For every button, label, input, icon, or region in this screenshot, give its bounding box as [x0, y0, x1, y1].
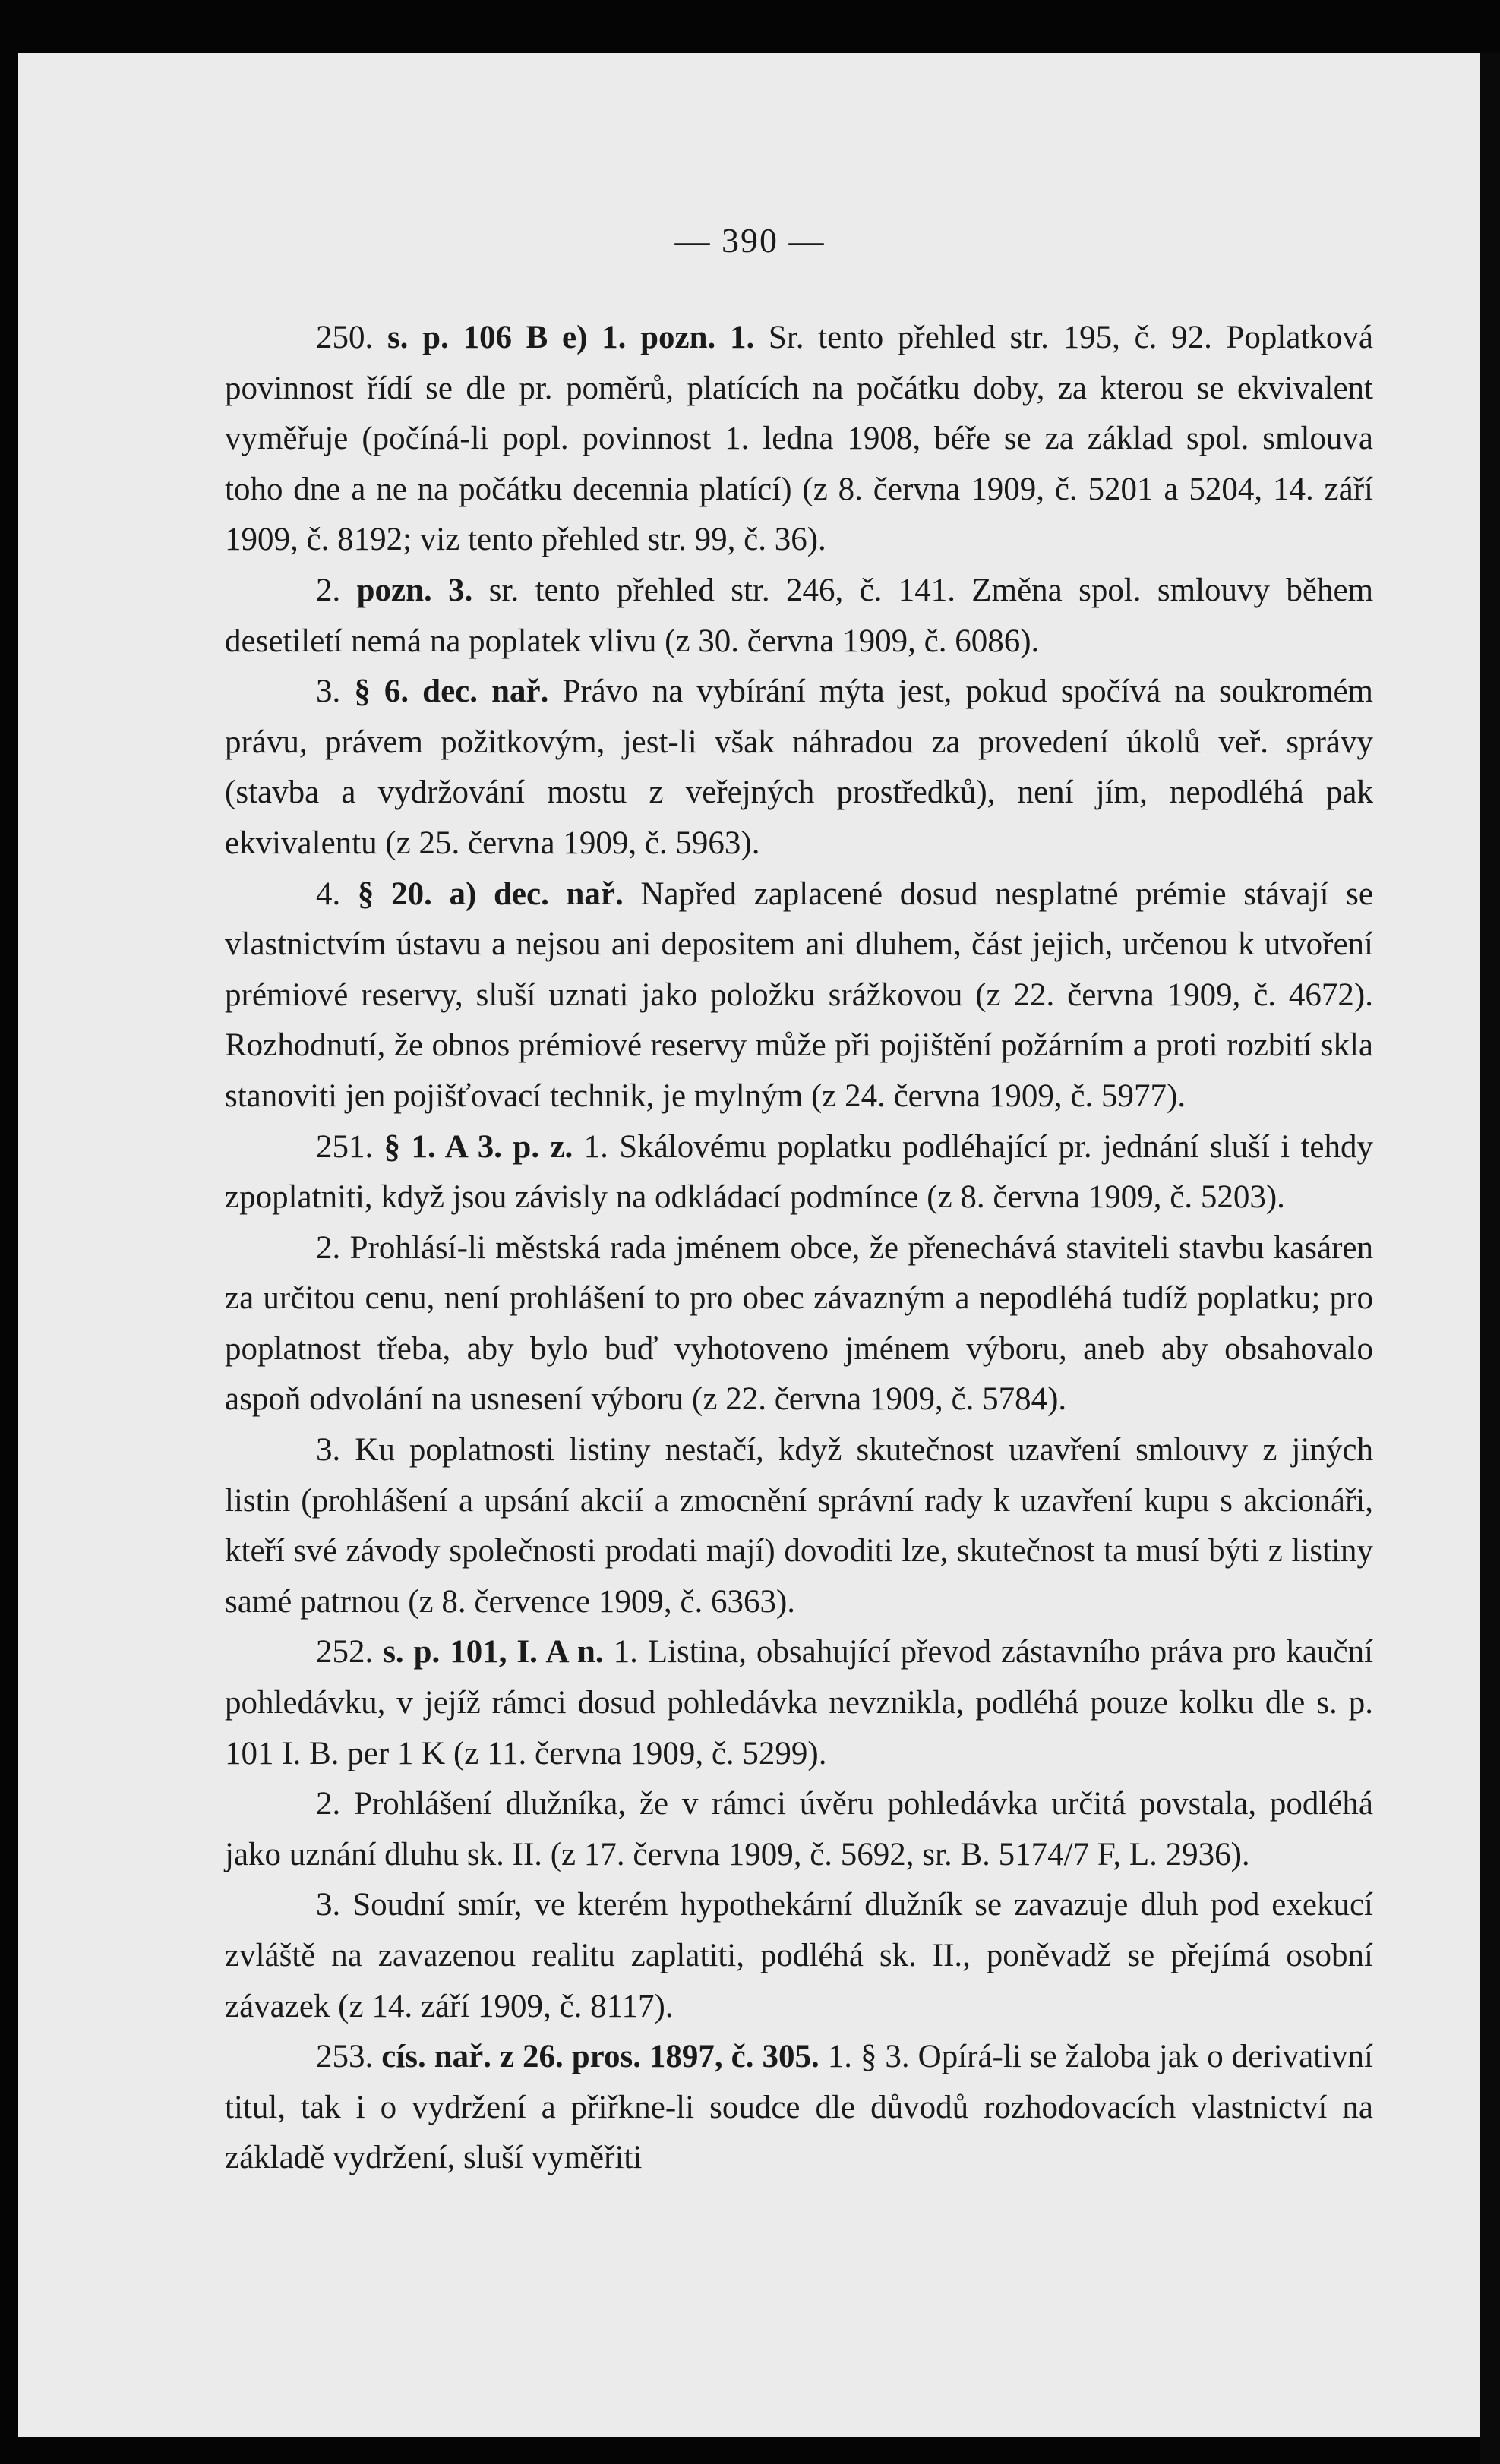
paragraph-lead: 3. — [316, 674, 341, 710]
paragraph-lead: 2. — [316, 1786, 341, 1822]
paragraph-text: Sr. tento přehled str. 195, č. 92. Poplatková povinnost řídí se dle pr. poměrů, platících na počátku doby, za kterou se ekvivalent vyměřuje (počíná-li popl. povinnost 1. ledna 1908, béře se za základ spol. smlouva toho dne a ne na počátku decennia platící) (z 8. června 1909, č. 5201 a 5204, 14. září 1909, č. 8192; viz tento přehled str. 99, č. 36). — [225, 320, 1374, 558]
paragraph-lead: 252. — [316, 1634, 374, 1671]
legal-reference: § 6. dec. nař. — [354, 674, 549, 710]
paragraph-lead: 3. — [316, 1887, 341, 1923]
paragraph-text: Prohlásí-li městská rada jménem obce, že přenechává staviteli stavbu kasáren za určitou cenu, není prohlášení to pro obec závazným a nepodléhá tudíž poplatku; pro poplatnost třeba, aby bylo buď vyhotoveno jménem výboru, aneb aby obsahovalo aspoň odvolání na usnesení výboru (z 22. června 1909, č. 5784). — [225, 1229, 1374, 1418]
paragraph-text: Napřed zaplacené dosud nesplatné prémie stávají se vlastnictvím ústavu a nejsou ani depositem ani dluhem, část jejich, určenou k utvoření prémiové reservy, sluší uznati jako položku srážkovou (z 22. června 1909, č. 4672). Rozhodnutí, že obnos prémiové reservy může při pojištění požárním a proti rozbití skla stanoviti jen pojišťovací technik, je mylným (z 24. června 1909, č. 5977). — [225, 875, 1373, 1114]
scan-edge-right — [1480, 53, 1500, 2464]
paragraph-251-2 — [225, 1223, 1373, 1425]
paragraph-text: Soudní smír, ve kterém hypothekární dlužník se zavazuje dluh pod exekucí zvláště na zavazenou realitu zaplatiti, podléhá sk. II., poněvadž se přejímá osobní závazek (z 14. září 1909, č. 8117). — [225, 1887, 1374, 2024]
paragraph-lead: 253. — [316, 2039, 374, 2075]
paragraph-text: 1. Listina, obsahující převod zástavního práva pro kauční pohledávku, v jejíž rámci dosud pohledávka nevznikla, podléhá pouze kolku dle s. p. 101 I. B. per 1 K (z 11. června 1909, č. 5299). — [225, 1634, 1374, 1771]
paragraph-text: 1. Skálovému poplatku podléhající pr. jednání sluší i tehdy zpoplatniti, když jsou závisly na odkládací podmínce (z 8. června 1909, č. 5203). — [225, 1128, 1373, 1216]
paragraph-text: Ku poplatnosti listiny nestačí, když skutečnost uzavření smlouvy z jiných listin (prohlášení a upsání akcií a zmocnění správní rady k uzavření kupu s akcionáři, kteří své závody společnosti prodati mají) dovoditi lze, skutečnost ta musí býti z listiny samé patrnou (z 8. července 1909, č. 6363). — [225, 1432, 1373, 1620]
paragraph-251-3 — [225, 1425, 1373, 1627]
paragraph-250-3 — [225, 667, 1373, 869]
paragraph-lead: 250. — [316, 320, 374, 355]
paragraph-253 — [225, 2032, 1373, 2184]
paragraph-lead: 4. — [316, 875, 341, 912]
body-text — [225, 313, 1373, 2184]
paragraph-lead: 2. — [316, 1229, 341, 1266]
paragraph-250-4 — [225, 869, 1373, 1122]
legal-reference: cís. nař. z 26. pros. 1897, č. 305. — [381, 2039, 819, 2075]
paragraph-252 — [225, 1627, 1373, 1779]
legal-reference: § 20. a) dec. nař. — [357, 875, 624, 912]
legal-reference: pozn. 3. — [356, 572, 473, 608]
legal-reference: § 1. A 3. p. z. — [384, 1128, 573, 1165]
legal-reference: s. p. 101, I. A n. — [383, 1634, 604, 1671]
paragraph-text: 1. § 3. Opírá-li se žaloba jak o derivativní titul, tak i o vydržení a přiřkne-li soudce dle důvodů rozhodovacích vlastnictví na základě vydržení, sluší vyměřiti — [225, 2039, 1373, 2176]
paragraph-lead: 3. — [316, 1432, 341, 1469]
paragraph-lead: 251. — [316, 1128, 374, 1165]
paragraph-lead: 2. — [316, 572, 341, 608]
page-number: — 390 — — [674, 221, 826, 260]
paragraph-252-3 — [225, 1880, 1373, 2032]
legal-reference: s. p. 106 B e) 1. pozn. 1. — [387, 320, 755, 355]
paragraph-250 — [225, 313, 1373, 566]
paragraph-text: sr. tento přehled str. 246, č. 141. Změna spol. smlouvy během desetiletí nemá na poplatek vlivu (z 30. června 1909, č. 6086). — [225, 572, 1374, 659]
paragraph-251 — [225, 1122, 1373, 1223]
paragraph-252-2 — [225, 1779, 1373, 1880]
paragraph-250-2 — [225, 566, 1373, 667]
paragraph-text: Právo na vybírání mýta jest, pokud spočívá na soukromém právu, právem požitkovým, jest-li však náhradou za provedení úkolů veř. správy (stavba a vydržování mostu z veřejných prostředků), není jím, nepodléhá pak ekvivalentu (z 25. června 1909, č. 5963). — [225, 674, 1374, 861]
paragraph-text: Prohlášení dlužníka, že v rámci úvěru pohledávka určitá povstala, podléhá jako uznání dluhu sk. II. (z 17. června 1909, č. 5692, sr. B. 5174/7 F, L. 2936). — [225, 1786, 1374, 1872]
